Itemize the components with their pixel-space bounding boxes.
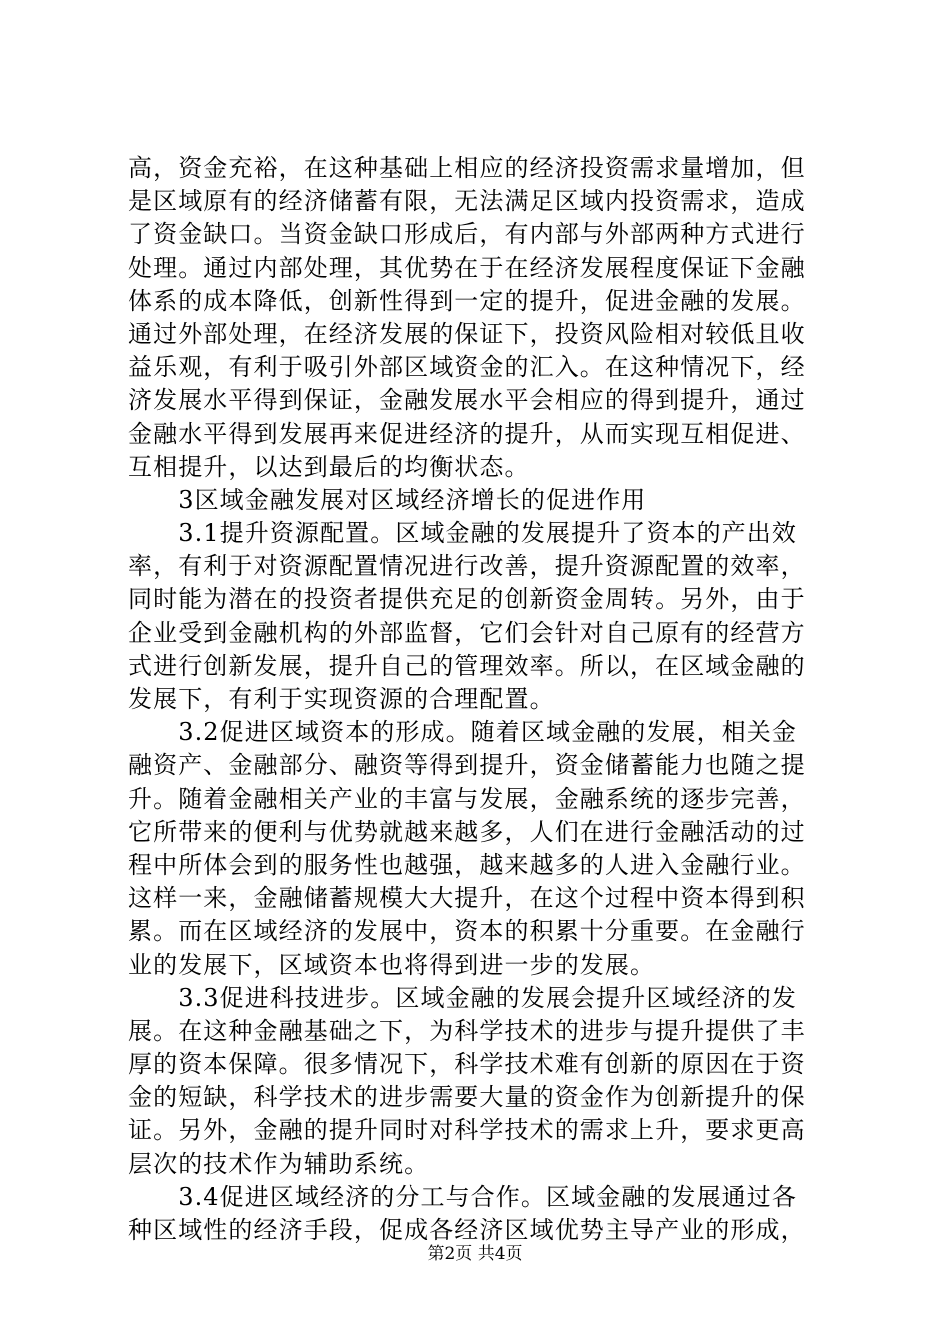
text-line: 益乐观，有利于吸引外部区域资金的汇入。在这种情况下，经 bbox=[128, 353, 806, 382]
page-footer bbox=[0, 1243, 950, 1265]
text-line: 处理。通过内部处理，其优势在于在经济发展程度保证下金融 bbox=[128, 253, 806, 282]
text-line: 济发展水平得到保证，金融发展水平会相应的得到提升，通过 bbox=[128, 386, 806, 415]
text-line: 互相提升，以达到最后的均衡状态。 bbox=[128, 452, 530, 481]
subsection-heading-line: 3.2促进区域资本的形成。随着区域金融的发展，相关金 bbox=[128, 718, 797, 747]
text-line: 率，有利于对资源配置情况进行改善，提升资源配置的效率， bbox=[128, 552, 806, 581]
text-line: 体系的成本降低，创新性得到一定的提升，促进金融的发展。 bbox=[128, 286, 806, 315]
text-line: 式进行创新发展，提升自己的管理效率。所以，在区域金融的 bbox=[128, 651, 806, 680]
text-line: 证。另外，金融的提升同时对科学技术的需求上升，要求更高 bbox=[128, 1116, 806, 1145]
text-line: 它所带来的便利与优势就越来越多，人们在进行金融活动的过 bbox=[128, 817, 806, 846]
text-line: 发展下，有利于实现资源的合理配置。 bbox=[128, 685, 555, 713]
text-line: 展。在这种金融基础之下，为科学技术的进步与提升提供了丰 bbox=[128, 1016, 806, 1045]
text-line: 融资产、金融部分、融资等得到提升，资金储蓄能力也随之提 bbox=[128, 751, 806, 780]
text-line: 业的发展下，区域资本也将得到进一步的发展。 bbox=[128, 950, 656, 979]
text-line: 金融水平得到发展再来促进经济的提升，从而实现互相促进、 bbox=[128, 419, 806, 448]
text-line: 升。随着金融相关产业的丰富与发展，金融系统的逐步完善， bbox=[128, 784, 806, 813]
text-line: 是区域原有的经济储蓄有限，无法满足区域内投资需求，造成 bbox=[128, 187, 806, 216]
text-line: 累。而在区域经济的发展中，资本的积累十分重要。在金融行 bbox=[128, 917, 806, 946]
text-line: 金的短缺，科学技术的进步需要大量的资金作为创新提升的保 bbox=[128, 1083, 806, 1112]
text-line: 种区域性的经济手段，促成各经济区域优势主导产业的形成， bbox=[128, 1216, 806, 1244]
subsection-heading-line: 3.1提升资源配置。区域金融的发展提升了资本的产出效 bbox=[128, 519, 797, 548]
text-line: 程中所体会到的服务性也越强，越来越多的人进入金融行业。 bbox=[128, 850, 806, 879]
subsection-heading-line: 3.3促进科技进步。区域金融的发展会提升区域经济的发 bbox=[128, 983, 797, 1012]
text-line: 厚的资本保障。很多情况下，科学技术难有创新的原因在于资 bbox=[128, 1050, 806, 1079]
document-body bbox=[128, 152, 840, 1247]
text-line: 高，资金充裕，在这种基础上相应的经济投资需求量增加，但 bbox=[128, 154, 806, 182]
page-number-label: 第2页 共4页 bbox=[427, 1244, 523, 1264]
text-line: 层次的技术作为辅助系统。 bbox=[128, 1149, 430, 1178]
text-line: 通过外部处理，在经济发展的保证下，投资风险相对较低且收 bbox=[128, 319, 806, 348]
text-line: 这样一来，金融储蓄规模大大提升，在这个过程中资本得到积 bbox=[128, 884, 806, 913]
section-heading: 3区域金融发展对区域经济增长的促进作用 bbox=[128, 485, 647, 514]
text-line: 同时能为潜在的投资者提供充足的创新资金周转。另外，由于 bbox=[128, 585, 806, 614]
subsection-heading-line: 3.4促进区域经济的分工与合作。区域金融的发展通过各 bbox=[128, 1182, 797, 1211]
text-line: 了资金缺口。当资金缺口形成后，有内部与外部两种方式进行 bbox=[128, 220, 806, 249]
text-line: 企业受到金融机构的外部监督，它们会针对自己原有的经营方 bbox=[128, 618, 806, 647]
